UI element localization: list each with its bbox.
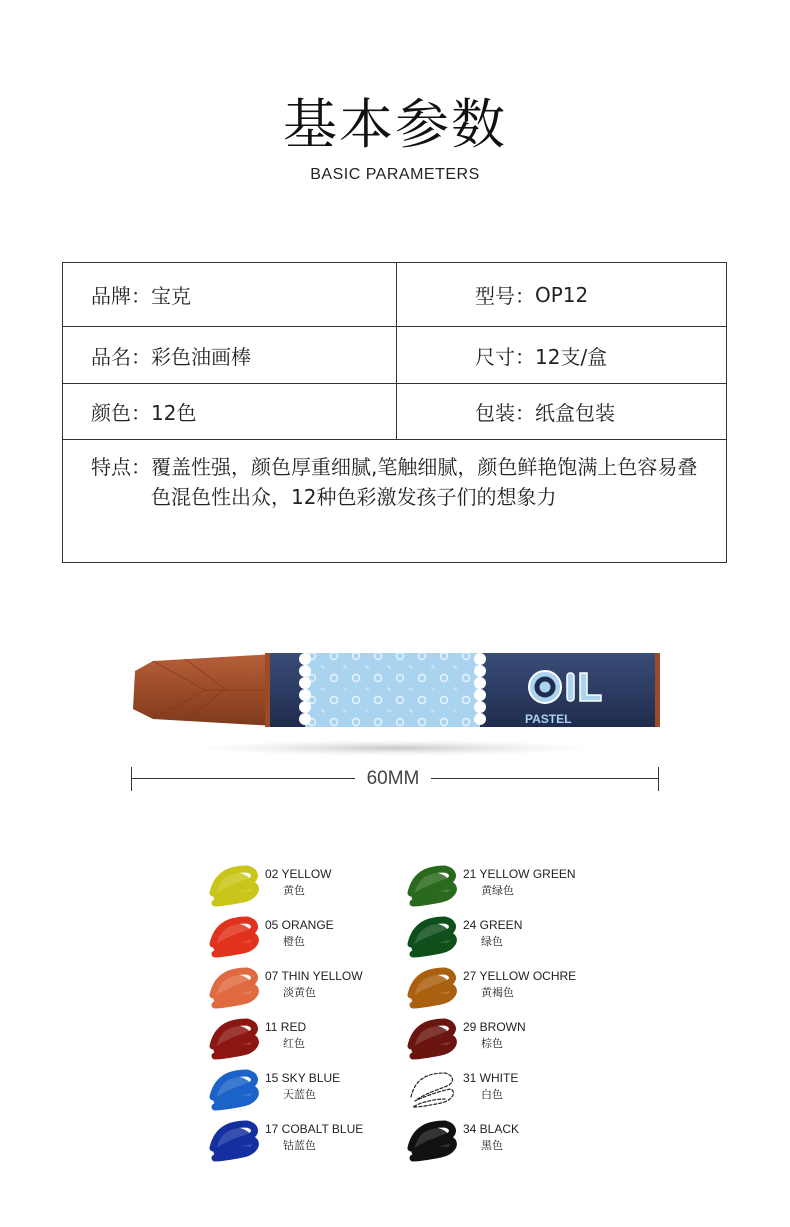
pack-key: 包装： [475, 401, 535, 425]
dimension-tick-right [658, 767, 659, 791]
color-cell [63, 384, 397, 439]
color-code-label: 05 ORANGE [265, 918, 334, 932]
color-scribble [405, 965, 457, 1009]
model-key: 型号： [475, 284, 535, 308]
page-title: 基本参数 [283, 93, 507, 156]
color-swatch [405, 1118, 765, 1162]
color-swatch [405, 1016, 765, 1060]
color-swatch [405, 1067, 765, 1111]
dimension-line [131, 767, 659, 791]
size-key: 尺寸： [475, 344, 535, 369]
name-cell [63, 327, 397, 383]
color-scribble [207, 1118, 259, 1162]
color-scribble [207, 1016, 259, 1060]
color-scribble [405, 1067, 457, 1111]
color-scribble [405, 914, 457, 958]
crayon-label [305, 653, 480, 727]
color-scribble [207, 863, 259, 907]
color-chinese-label: 绿色 [481, 935, 503, 948]
color-chinese-label: 钴蓝色 [283, 1139, 316, 1152]
name-key: 品名： [91, 344, 151, 369]
size-cell [397, 327, 728, 383]
dimension-label: 60MM [366, 768, 420, 789]
logo-sub-text: PASTEL [525, 712, 572, 726]
color-chinese-label: 黄褐色 [481, 986, 514, 999]
color-code-label: 27 YELLOW OCHRE [463, 969, 577, 983]
color-chinese-label: 棕色 [481, 1037, 503, 1050]
color-scribble [207, 914, 259, 958]
table-row [63, 384, 726, 440]
color-code-label: 29 BROWN [463, 1020, 526, 1034]
feature-cell [91, 452, 706, 512]
color-code-label: 17 COBALT BLUE [265, 1122, 364, 1136]
brand-key: 品牌： [91, 284, 151, 308]
dimension-rule-right [431, 778, 659, 779]
color-chinese-label: 橙色 [283, 935, 305, 948]
color-code-label: 07 THIN YELLOW [265, 969, 363, 983]
brand-value: 宝克 [151, 284, 191, 308]
color-chinese-label: 黄色 [283, 884, 305, 897]
pack-cell [397, 384, 728, 439]
dimension-rule-left [131, 778, 355, 779]
color-chinese-label: 黑色 [481, 1139, 503, 1152]
color-chinese-label: 天蓝色 [283, 1088, 316, 1101]
brand-cell [63, 263, 397, 326]
color-value: 12色 [151, 401, 197, 425]
feature-key: 特点： [91, 455, 151, 479]
parameter-table [62, 262, 727, 563]
color-scribble [405, 1016, 457, 1060]
size-value: 12支/盒 [535, 344, 608, 369]
color-code-label: 24 GREEN [463, 918, 523, 932]
color-swatch [405, 863, 765, 907]
color-swatch [405, 965, 765, 1009]
feature-value: 覆盖性强，颜色厚重细腻,笔触细腻，颜色鲜艳饱满上色容易叠色混色性出众，12种色彩激发孩子们的想象力 [151, 455, 698, 509]
pack-value: 纸盒包装 [535, 401, 615, 425]
color-code-label: 34 BLACK [463, 1122, 520, 1136]
color-chinese-label: 红色 [283, 1037, 305, 1050]
page-subtitle: BASIC PARAMETERS [310, 166, 480, 183]
crayon-illustration [125, 645, 665, 765]
color-code-label: 15 SKY BLUE [265, 1071, 341, 1085]
model-cell [397, 263, 728, 326]
color-key: 颜色： [91, 401, 151, 425]
color-scribble [405, 863, 457, 907]
table-row-feature [63, 440, 726, 562]
name-value: 彩色油画棒 [151, 344, 251, 369]
color-scribble [207, 1067, 259, 1111]
dimension-tick-left [131, 767, 132, 791]
color-scribble [405, 1118, 457, 1162]
color-chinese-label: 淡黄色 [283, 986, 316, 999]
color-scribble [207, 965, 259, 1009]
model-value: OP12 [535, 282, 589, 307]
table-row [63, 327, 726, 384]
table-row [63, 263, 726, 327]
color-chinese-label: 白色 [481, 1088, 503, 1101]
color-chinese-label: 黄绿色 [481, 884, 514, 897]
color-code-label: 21 YELLOW GREEN [463, 867, 576, 881]
color-code-label: 11 RED [265, 1020, 307, 1034]
color-code-label: 02 YELLOW [265, 867, 332, 881]
crayon-shadow [195, 740, 595, 756]
color-swatch [405, 914, 765, 958]
color-code-label: 31 WHITE [463, 1071, 519, 1085]
crayon-graphic [125, 645, 665, 765]
